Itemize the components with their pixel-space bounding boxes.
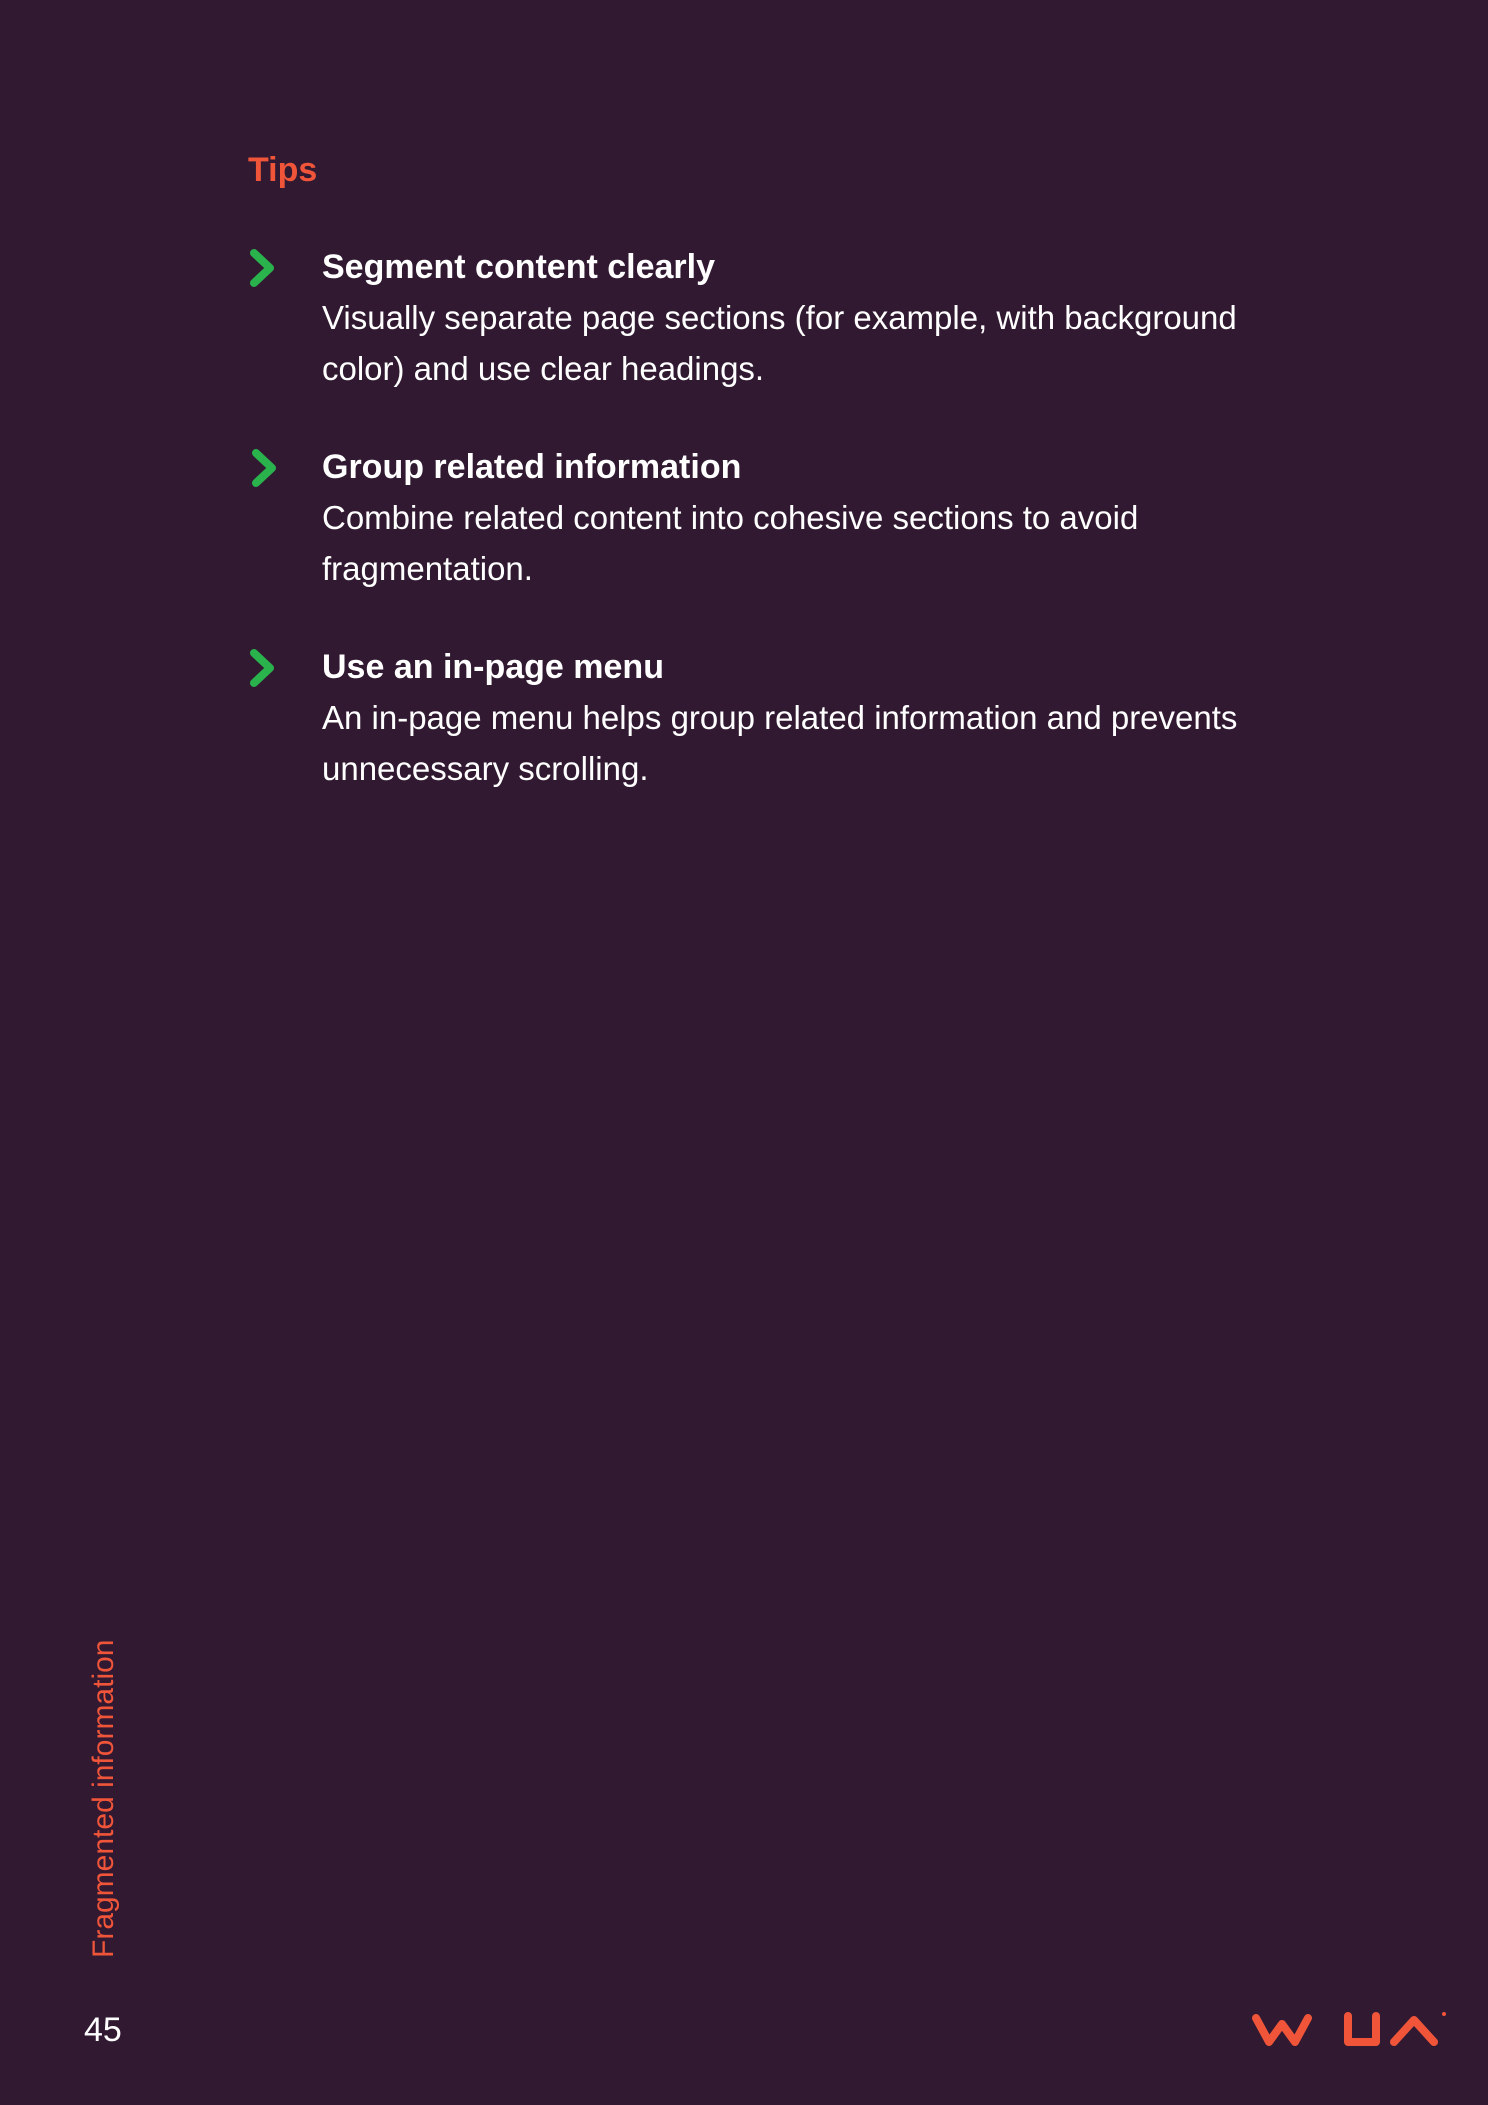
tip-item bbox=[248, 444, 1348, 594]
tip-heading: Segment content clearly bbox=[322, 248, 716, 286]
chevron-right-icon bbox=[248, 448, 278, 488]
section-title: Tips bbox=[248, 151, 318, 189]
tip-text: An in-page menu helps group related information and prevents unnecessary scrolling. bbox=[322, 699, 1238, 787]
page-number: 45 bbox=[84, 2011, 122, 2049]
chapter-label: Fragmented information bbox=[87, 1639, 120, 1958]
tips-list bbox=[248, 244, 1348, 844]
chevron-right-icon bbox=[248, 648, 278, 688]
tip-text: Visually separate page sections (for example, with background color) and use clear headings. bbox=[322, 299, 1237, 387]
tip-heading: Group related information bbox=[322, 448, 742, 486]
tip-text: Combine related content into cohesive sections to avoid fragmentation. bbox=[322, 499, 1139, 587]
tip-heading: Use an in-page menu bbox=[322, 648, 664, 686]
tip-item bbox=[248, 644, 1348, 794]
chevron-right-icon bbox=[248, 248, 278, 288]
tip-item bbox=[248, 244, 1348, 394]
wua-logo bbox=[1250, 2010, 1450, 2050]
